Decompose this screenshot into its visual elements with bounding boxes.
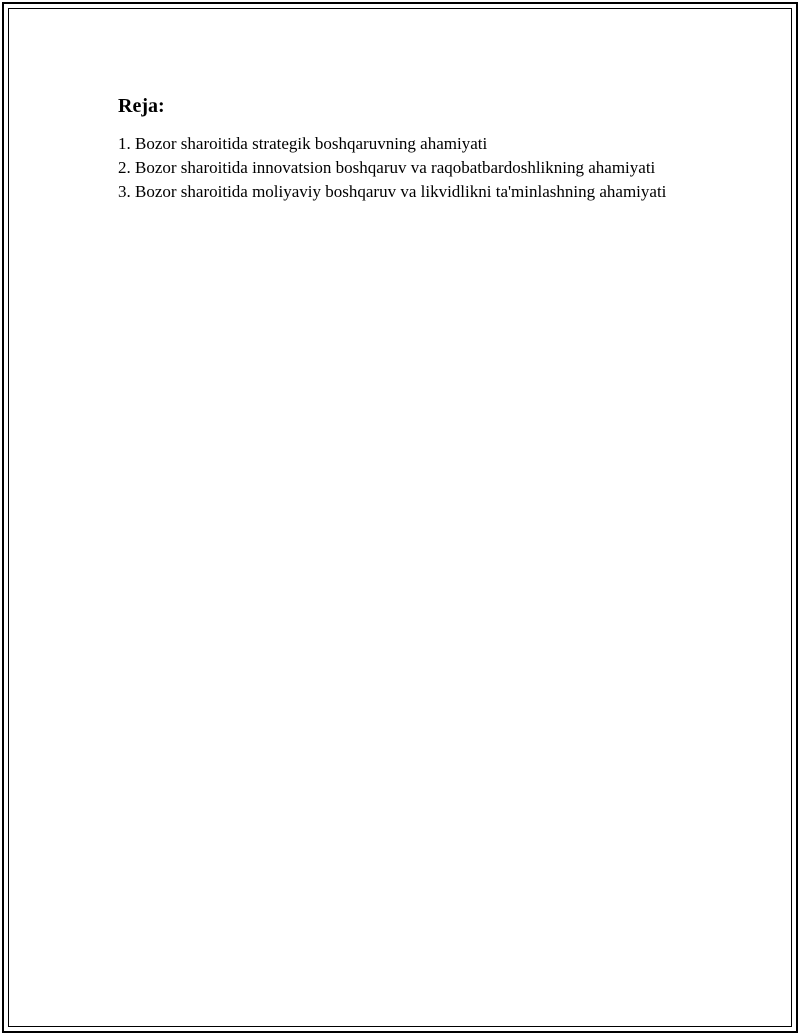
plan-heading: Reja: [118,95,165,117]
document-content [118,94,678,204]
plan-item-2: 2. Bozor sharoitida innovatsion boshqaruv va raqobatbardoshlikning ahamiyati [118,158,656,177]
plan-item-3: 3. Bozor sharoitida moliyaviy boshqaruv va likvidlikni ta'minlashning ahamiyati [118,182,667,201]
plan-item-1: 1. Bozor sharoitida strategik boshqaruvning ahamiyati [118,134,488,153]
plan-list [118,132,678,204]
